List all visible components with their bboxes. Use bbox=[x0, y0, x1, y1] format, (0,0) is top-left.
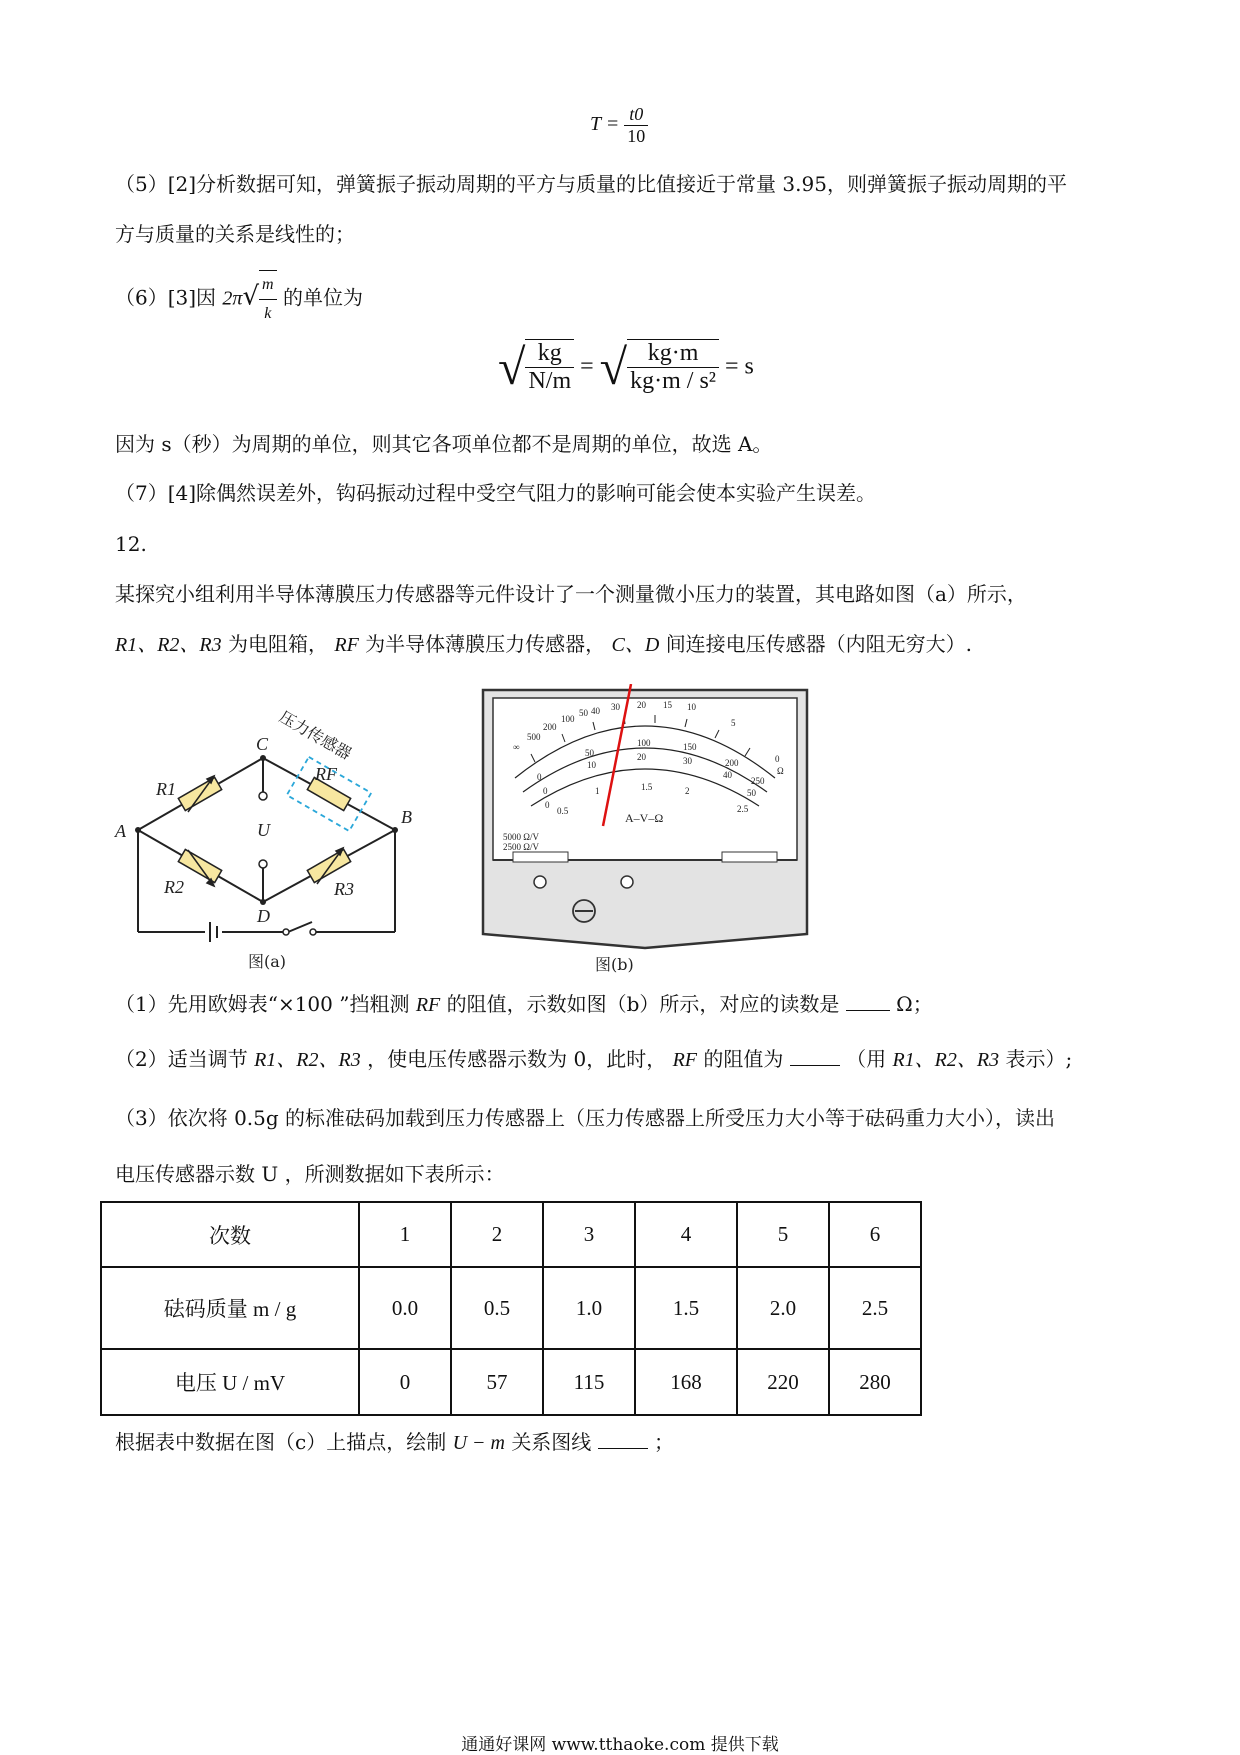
node-a-label: A bbox=[115, 821, 126, 841]
ohm-tick: 0 bbox=[775, 754, 780, 764]
ohm-tick: 40 bbox=[591, 706, 600, 716]
table-cell: 1.5 bbox=[635, 1267, 737, 1349]
v-tick: 0.5 bbox=[557, 806, 569, 816]
intro-r-list: R1、R2、R3 bbox=[115, 634, 222, 656]
r2-label: R2 bbox=[164, 877, 184, 897]
table-cell: 4 bbox=[635, 1202, 737, 1267]
intro-rf: RF bbox=[334, 634, 359, 656]
sqrt-symbol: √ bbox=[599, 339, 628, 395]
sqrt-symbol: √ bbox=[498, 339, 526, 395]
multimeter-dial bbox=[475, 684, 815, 974]
terminal-left bbox=[534, 876, 546, 888]
ohm-tick: 20 bbox=[637, 700, 646, 710]
node-c-dot bbox=[260, 755, 266, 761]
para6-fraction bbox=[259, 270, 277, 328]
v-tick: 1 bbox=[595, 786, 600, 796]
node-d-dot bbox=[260, 899, 266, 905]
q3b-text: ； bbox=[654, 1430, 675, 1454]
v-tick: 1.5 bbox=[641, 782, 653, 792]
terminal-c bbox=[259, 792, 267, 800]
fig-b-caption: 图(b) bbox=[595, 955, 634, 974]
ohm-tick: 30 bbox=[611, 702, 620, 712]
v-tick: 2.5 bbox=[737, 804, 749, 814]
formula-den: 10 bbox=[627, 126, 646, 146]
intro-text: 为半导体薄膜压力传感器， bbox=[365, 632, 606, 656]
v-tick: 0 bbox=[545, 800, 550, 810]
para5-line2: 方与质量的关系是线性的； bbox=[115, 222, 355, 246]
ohm-tick: 15 bbox=[663, 700, 672, 710]
q2-text: （2）适当调节 bbox=[115, 1047, 248, 1071]
answer-blank bbox=[598, 1430, 648, 1449]
table-cell: 115 bbox=[543, 1349, 635, 1415]
para5-line1: （5）[2]分析数据可知，弹簧振子振动周期的平方与质量的比值接近于常量 3.95，则弹簧振子振动周期的平 bbox=[115, 172, 1067, 196]
circuit-diagram bbox=[110, 690, 440, 975]
r3-label: R3 bbox=[334, 879, 354, 899]
q2-rf: RF bbox=[672, 1049, 697, 1071]
question-number: 12. bbox=[115, 532, 147, 556]
q2-r-list: R1、R2、R3 bbox=[892, 1049, 1000, 1071]
q2-r-list: R1、R2、R3 bbox=[254, 1049, 361, 1071]
unit-frac-a bbox=[525, 339, 574, 395]
ohm-tick: 500 bbox=[527, 732, 541, 742]
unit-a-den: N/m bbox=[528, 368, 572, 394]
table-row bbox=[101, 1349, 921, 1415]
table-cell: 0.0 bbox=[359, 1267, 451, 1349]
q3b-line bbox=[115, 1428, 674, 1457]
q3b-text: 关系图线 bbox=[511, 1430, 592, 1454]
answer-blank bbox=[790, 1047, 840, 1066]
q2-text: 的阻值为 bbox=[703, 1047, 784, 1071]
dc-tick: 100 bbox=[637, 738, 651, 748]
terminal-right bbox=[621, 876, 633, 888]
table-row bbox=[101, 1202, 921, 1267]
intro-text: 为电阻箱， bbox=[228, 632, 329, 656]
page-footer: 通通好课网 www.tthaoke.com 提供下载 bbox=[461, 1735, 779, 1755]
ohm-tick: ∞ bbox=[513, 742, 520, 752]
switch-contact bbox=[283, 929, 289, 935]
unit-a-num: kg bbox=[525, 340, 574, 368]
table-row bbox=[101, 1267, 921, 1349]
table-cell: 2 bbox=[451, 1202, 543, 1267]
table-cell: 280 bbox=[829, 1349, 921, 1415]
table-cell: 1 bbox=[359, 1202, 451, 1267]
unit-frac-b bbox=[627, 339, 719, 395]
node-b-label: B bbox=[401, 807, 412, 827]
formula-lhs: T = bbox=[590, 113, 620, 136]
table-cell: 2.0 bbox=[737, 1267, 829, 1349]
meter-label: A–V–Ω bbox=[625, 811, 664, 825]
table-cell: 5 bbox=[737, 1202, 829, 1267]
sensitivity-label: 5000 Ω/V bbox=[503, 832, 539, 842]
ac-tick: 0 bbox=[543, 786, 548, 796]
sqrt-symbol: √ bbox=[242, 281, 260, 312]
q2-text: 表示）; bbox=[1005, 1047, 1073, 1071]
ohm-tick: 100 bbox=[561, 714, 575, 724]
ohm-unit: Ω bbox=[777, 766, 784, 776]
data-table bbox=[100, 1201, 922, 1416]
answer-blank bbox=[846, 992, 890, 1011]
ohm-tick: 10 bbox=[687, 702, 696, 712]
intro-line2 bbox=[115, 630, 972, 659]
voltage-label: U bbox=[257, 820, 270, 840]
q3-line1: （3）依次将 0.5g 的标准砝码加载到压力传感器上（压力传感器上所受压力大小等于砝码重力大小），读出 bbox=[115, 1106, 1056, 1130]
table-cell: 3 bbox=[543, 1202, 635, 1267]
formula-num: t0 bbox=[624, 104, 648, 126]
dc-tick: 200 bbox=[725, 758, 739, 768]
resistor-r1 bbox=[178, 777, 221, 810]
resistor-r3 bbox=[307, 849, 350, 882]
unit-b-num: kg·m bbox=[627, 340, 719, 368]
formula-period bbox=[590, 104, 648, 147]
switch-contact bbox=[310, 929, 316, 935]
rf-label: RF bbox=[315, 764, 337, 784]
q2-text: ，使电压传感器示数为 0，此时， bbox=[367, 1047, 667, 1071]
unit-equation bbox=[498, 338, 754, 396]
ohm-tick: 200 bbox=[543, 722, 557, 732]
sensitivity-label: 2500 Ω/V bbox=[503, 842, 539, 852]
ac-tick: 10 bbox=[587, 760, 596, 770]
para6-den: k bbox=[264, 305, 272, 322]
table-cell: 0 bbox=[359, 1349, 451, 1415]
dc-tick: 150 bbox=[683, 742, 697, 752]
q3b-text: 根据表中数据在图（c）上描点，绘制 bbox=[115, 1430, 447, 1454]
v-tick: 2 bbox=[685, 786, 690, 796]
q2-text: （用 bbox=[846, 1047, 887, 1071]
formula-fraction bbox=[624, 104, 648, 147]
q1-rf: RF bbox=[415, 994, 441, 1016]
q1-text: （1）先用欧姆表“×100 ”挡粗测 bbox=[115, 992, 410, 1016]
table-cell: 1.0 bbox=[543, 1267, 635, 1349]
ac-tick: 20 bbox=[637, 752, 646, 762]
table-header-cell: 砝码质量 m / g bbox=[101, 1267, 359, 1349]
table-cell: 57 bbox=[451, 1349, 543, 1415]
q1-text: 的阻值，示数如图（b）所示，对应的读数是 bbox=[446, 992, 840, 1016]
table-header-cell: 次数 bbox=[101, 1202, 359, 1267]
unit-result: = s bbox=[725, 353, 754, 380]
table-cell: 0.5 bbox=[451, 1267, 543, 1349]
ohm-tick: 50 bbox=[579, 708, 588, 718]
para6-prefix: （6）[3]因 bbox=[115, 285, 217, 310]
ac-tick: 40 bbox=[723, 770, 732, 780]
q2-line bbox=[115, 1045, 1072, 1074]
para6-suffix: 的单位为 bbox=[282, 285, 363, 310]
table-cell: 168 bbox=[635, 1349, 737, 1415]
node-d-label: D bbox=[257, 906, 270, 926]
table-cell: 220 bbox=[737, 1349, 829, 1415]
q1-unit: Ω； bbox=[896, 992, 933, 1016]
unit-equals: = bbox=[580, 353, 594, 380]
fig-a-caption: 图(a) bbox=[248, 952, 287, 971]
ac-tick: 50 bbox=[747, 788, 756, 798]
node-a-dot bbox=[135, 827, 141, 833]
intro-cd: C、D bbox=[611, 634, 660, 656]
q3-line2: 电压传感器示数 U ，所测数据如下表所示： bbox=[115, 1162, 505, 1186]
para6-expr: 2π bbox=[222, 287, 243, 310]
intro-line1: 某探究小组利用半导体薄膜压力传感器等元件设计了一个测量微小压力的装置，其电路如图（a）所示， bbox=[115, 582, 1027, 606]
para6 bbox=[115, 270, 363, 328]
para6-num: m bbox=[259, 271, 277, 300]
q3b-expr: U − m bbox=[452, 1432, 505, 1454]
node-b-dot bbox=[392, 827, 398, 833]
dc-tick: 250 bbox=[751, 776, 765, 786]
ac-tick: 30 bbox=[683, 756, 692, 766]
unit-b-den: kg·m / s² bbox=[630, 368, 716, 394]
table-cell: 2.5 bbox=[829, 1267, 921, 1349]
terminal-d bbox=[259, 860, 267, 868]
intro-text: 间连接电压传感器（内阻无穷大）. bbox=[665, 632, 973, 656]
dc-tick: 50 bbox=[585, 748, 594, 758]
sensor-label: 压力传感器 bbox=[276, 707, 355, 764]
table-cell: 6 bbox=[829, 1202, 921, 1267]
table-header-cell: 电压 U / mV bbox=[101, 1349, 359, 1415]
q1-line bbox=[115, 990, 933, 1019]
node-c-label: C bbox=[256, 734, 269, 754]
para7: （7）[4]除偶然误差外，钩码振动过程中受空气阻力的影响可能会使本实验产生误差。 bbox=[115, 481, 877, 505]
para6b: 因为 s（秒）为周期的单位，则其它各项单位都不是周期的单位，故选 A。 bbox=[115, 432, 773, 456]
ohm-tick: 5 bbox=[731, 718, 736, 728]
r1-label: R1 bbox=[156, 779, 176, 799]
dc-tick: 0 bbox=[537, 772, 542, 782]
